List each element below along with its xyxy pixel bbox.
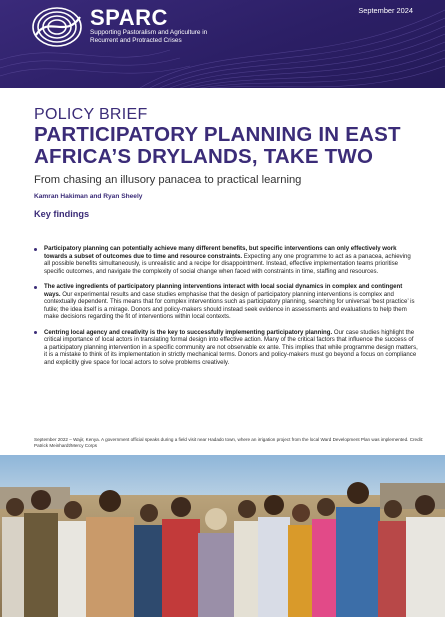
key-findings-heading: Key findings bbox=[34, 209, 90, 219]
document-subtitle: From chasing an illusory panacea to practical learning bbox=[34, 174, 302, 186]
finding-item bbox=[34, 245, 418, 275]
finding-lead: Centring local agency and creativity is the key to successfully implementing participatory planning. bbox=[44, 328, 333, 336]
document-type: POLICY BRIEF bbox=[34, 106, 148, 123]
field-visit-photo bbox=[0, 455, 445, 617]
finding-lead: Participatory planning can potentially achieve many different benefits, but specific interventions can only effectively work towards a subset of outcomes due to time and resource constraints. bbox=[44, 245, 397, 260]
finding-body: Our case studies highlight the critical importance of local actors in translating formal design into effective action. Many of the critical factors that influence the success of a participatory planning intervention in a specific community are not observable ex ante. This implies that while programme design matters, it is a mistake to think of its implementation in strictly mechanical terms. Donors and policy-makers must go beyond a focus on compliance and explicitly give space for local actors to solve problems creatively. bbox=[44, 328, 418, 366]
sparc-swirl-logo-icon bbox=[30, 5, 84, 49]
brand-name: SPARC bbox=[90, 5, 168, 30]
brand-tagline: Supporting Pastoralism and Agriculture in Recurrent and Protracted Crises bbox=[90, 29, 208, 44]
header-banner bbox=[0, 0, 445, 88]
finding-lead: The active ingredients of participatory planning interventions interact with local social dynamics in complex and contingent ways. bbox=[44, 283, 403, 298]
finding-body: Our experimental results and case studies emphasise that the design of participatory planning interventions is complex and contextually dependent. This means that for complex interventions such as participatory planning, searching for universal ‘best practice’ is futile; the idea itself is a mirage. Donors and policy-makers should instead seek evidence in assessments and evaluations to help them make decisions regarding the fit of interventions within local contexts. bbox=[44, 290, 415, 320]
crowd-illustration bbox=[0, 455, 445, 617]
photo-caption: September 2022 – Wajir, Kenya. A government official speaks during a field visit near Hadado town, where an irrigation project from the local Ward Development Plan was implemented. Credit: Patrick Meinhardt/Mercy Corps bbox=[34, 437, 424, 448]
finding-item bbox=[34, 283, 418, 321]
key-findings-list bbox=[34, 245, 418, 374]
publication-date: September 2024 bbox=[358, 6, 413, 15]
finding-item bbox=[34, 329, 418, 367]
authors: Kamran Hakiman and Ryan Sheely bbox=[34, 193, 143, 200]
document-title: PARTICIPATORY PLANNING IN EAST AFRICA’S DRYLANDS, TAKE TWO bbox=[34, 123, 401, 168]
finding-body: Expecting any one programme to act as a panacea, achieving all possible benefits simultaneously, is unrealistic and a recipe for disappointment. Instead, effective implementation teams prioritise specific outcomes, and navigate the complexity of social change when faced with constraints in time, staffing and resources. bbox=[44, 252, 411, 275]
